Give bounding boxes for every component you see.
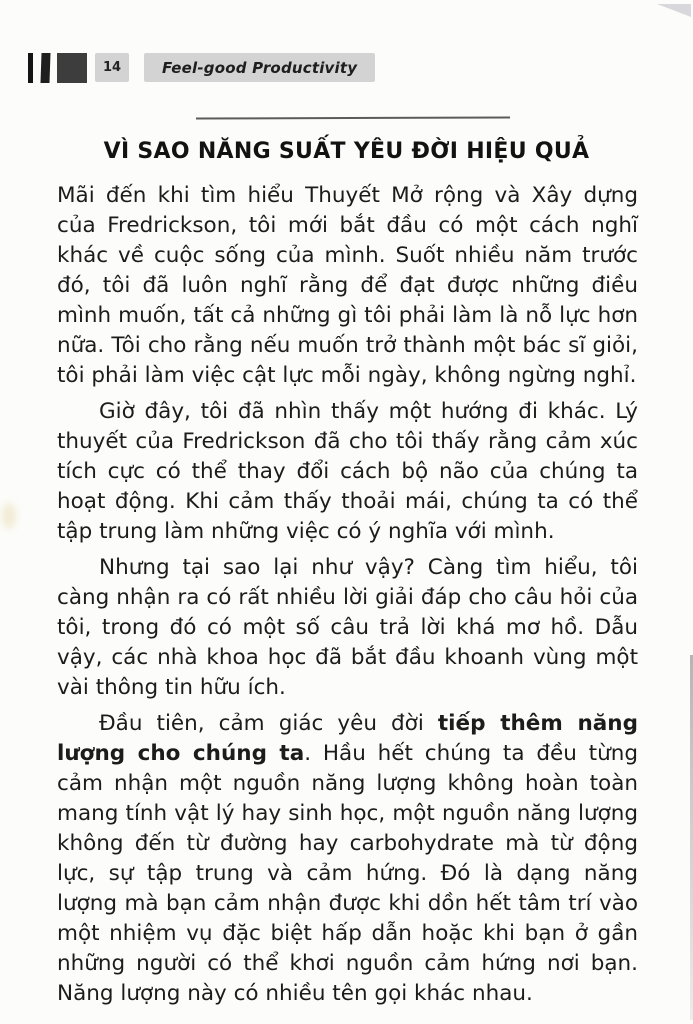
book-title: Feel-good Productivity	[144, 53, 375, 82]
text-run: Mãi đến khi tìm hiểu Thuyết Mở rộng và Xây dựng của Fredrickson, tôi mới bắt đầu có một cách nghĩ khác về cuộc sống của mình. Suốt nhiều năm trước đó, tôi đã luôn nghĩ rằng để đạt được những điều mình muốn, tất cả những gì tôi phải làm là nỗ lực hơn nữa. Tôi cho rằng nếu muốn trở thành một bác sĩ giỏi, tôi phải làm việc cật lực mỗi ngày, không ngừng nghỉ.	[57, 183, 638, 388]
text-run: Nhưng tại sao lại như vậy? Càng tìm hiểu, tôi càng nhận ra có rất nhiều lời giải đáp cho câu hỏi của tôi, trong đó có một số câu trả lời khá mơ hồ. Dẫu vậy, các nhà khoa học đã bắt đầu khoanh vùng một vài thông tin hữu ích.	[57, 555, 638, 700]
body-text	[57, 181, 638, 1015]
text-run: Giờ đây, tôi đã nhìn thấy một hướng đi khác. Lý thuyết của Fredrickson đã cho tôi thấy rằng cảm xúc tích cực có thể thay đổi cách bộ não của chúng ta hoạt động. Khi cảm thấy thoải mái, chúng ta có thể tập trung làm những việc có ý nghĩa với mình.	[57, 399, 638, 544]
chapter-heading: VÌ SAO NĂNG SUẤT YÊU ĐỜI HIỆU QUẢ	[103, 139, 590, 164]
paragraph	[57, 709, 638, 1009]
text-run: Đầu tiên, cảm giác yêu đời	[99, 711, 438, 736]
header-mark-bar-icon	[40, 53, 50, 83]
scan-smudge-artifact	[2, 503, 16, 529]
page-header	[28, 52, 375, 83]
header-mark-bar-icon	[28, 53, 33, 83]
heading-divider	[196, 116, 510, 119]
paragraph	[57, 181, 638, 391]
paragraph	[57, 397, 638, 547]
page-corner-artifact	[657, 4, 691, 17]
text-run: . Hầu hết chúng ta đều từng cảm nhận một nguồn năng lượng không hoàn toàn mang tính vật lý hay sinh học, một nguồn năng lượng không đến từ đường hay carbohydrate mà từ động lực, sự tập trung và cảm hứng. Đó là dạng năng lượng mà bạn cảm nhận được khi dồn hết tâm trí vào một nhiệm vụ đặc biệt hấp dẫn hoặc khi bạn ở gần những người có thể khơi nguồn cảm hứng nơi bạn. Năng lượng này có nhiều tên gọi khác nhau.	[57, 741, 638, 1006]
header-mark-square-icon	[57, 53, 87, 83]
paragraph	[57, 553, 638, 703]
emphasized-text: tiếp thêm năng lượng cho chúng ta	[57, 711, 639, 766]
page-number: 14	[95, 53, 129, 82]
